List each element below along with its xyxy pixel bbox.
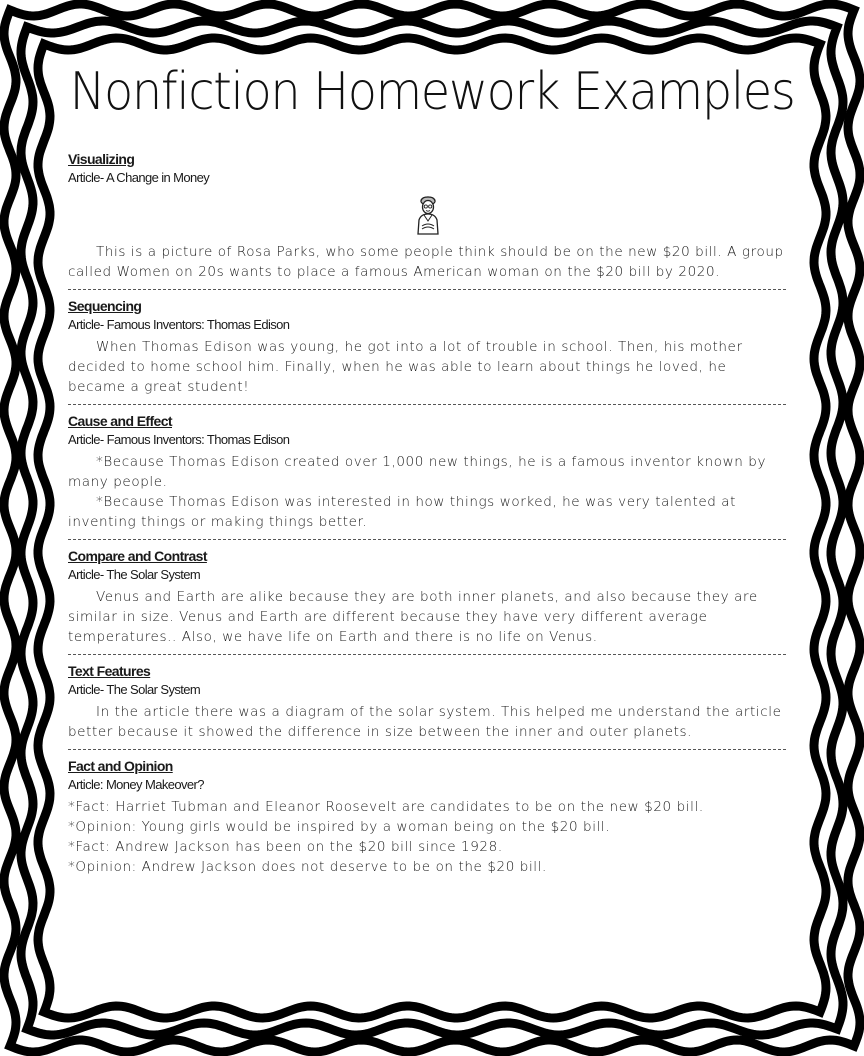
section-text-features [68, 662, 788, 742]
section-visualizing [68, 150, 788, 282]
dashed-divider [68, 289, 786, 290]
paragraph: *Because Thomas Edison was interested in how things worked, he was very talented at inventing things or making things better. [68, 494, 737, 530]
section-heading: Fact and Opinion [68, 758, 173, 774]
section-heading: Cause and Effect [68, 413, 172, 429]
fact-opinion-line: *Opinion: Andrew Jackson does not deserve to be on the $20 bill. [68, 859, 547, 875]
illustration [68, 190, 788, 242]
article-title: Article- Famous Inventors: Thomas Edison [68, 317, 290, 332]
fact-opinion-line: *Fact: Andrew Jackson has been on the $20 bill since 1928. [68, 839, 503, 855]
dashed-divider [68, 749, 786, 750]
article-title: Article- The Solar System [68, 682, 201, 697]
dashed-divider [68, 539, 786, 540]
paragraph: This is a picture of Rosa Parks, who some people think should be on the new $20 bill. A group called Women on 20s wants to place a famous American woman on the $20 bill by 2020. [68, 244, 784, 280]
section-compare-and-contrast [68, 547, 788, 647]
page-title: Nonfiction Homework Examples [69, 62, 795, 122]
section-heading: Sequencing [68, 298, 142, 314]
section-cause-and-effect [68, 412, 788, 532]
section-heading: Compare and Contrast [68, 548, 207, 564]
section-sequencing [68, 297, 788, 397]
section-heading: Visualizing [68, 151, 135, 167]
rosa-parks-portrait-icon [413, 194, 443, 236]
worksheet-content [68, 150, 788, 877]
article-title: Article: Money Makeover? [68, 777, 204, 792]
section-heading: Text Features [68, 663, 151, 679]
paragraph: Venus and Earth are alike because they are both inner planets, and also because they are similar in size. Venus and Earth are different because they have very different average temperatures.. Also, we have life on Earth and there is no life on Venus. [68, 589, 758, 645]
paragraph: *Because Thomas Edison created over 1,000 new things, he is a famous inventor known by many people. [68, 454, 767, 490]
paragraph: In the article there was a diagram of the solar system. This helped me understand the article better because it showed the difference in size between the inner and outer planets. [68, 704, 782, 740]
fact-opinion-line: *Fact: Harriet Tubman and Eleanor Roosevelt are candidates to be on the new $20 bill. [68, 799, 704, 815]
paragraph: When Thomas Edison was young, he got into a lot of trouble in school. Then, his mother decided to home school him. Finally, when he was able to learn about things he loved, he became a great student! [68, 339, 743, 395]
fact-opinion-line: *Opinion: Young girls would be inspired by a woman being on the $20 bill. [68, 819, 611, 835]
article-title: Article- A Change in Money [68, 170, 210, 185]
article-title: Article- Famous Inventors: Thomas Edison [68, 432, 290, 447]
dashed-divider [68, 654, 786, 655]
section-fact-and-opinion [68, 757, 788, 877]
dashed-divider [68, 404, 786, 405]
article-title: Article- The Solar System [68, 567, 201, 582]
